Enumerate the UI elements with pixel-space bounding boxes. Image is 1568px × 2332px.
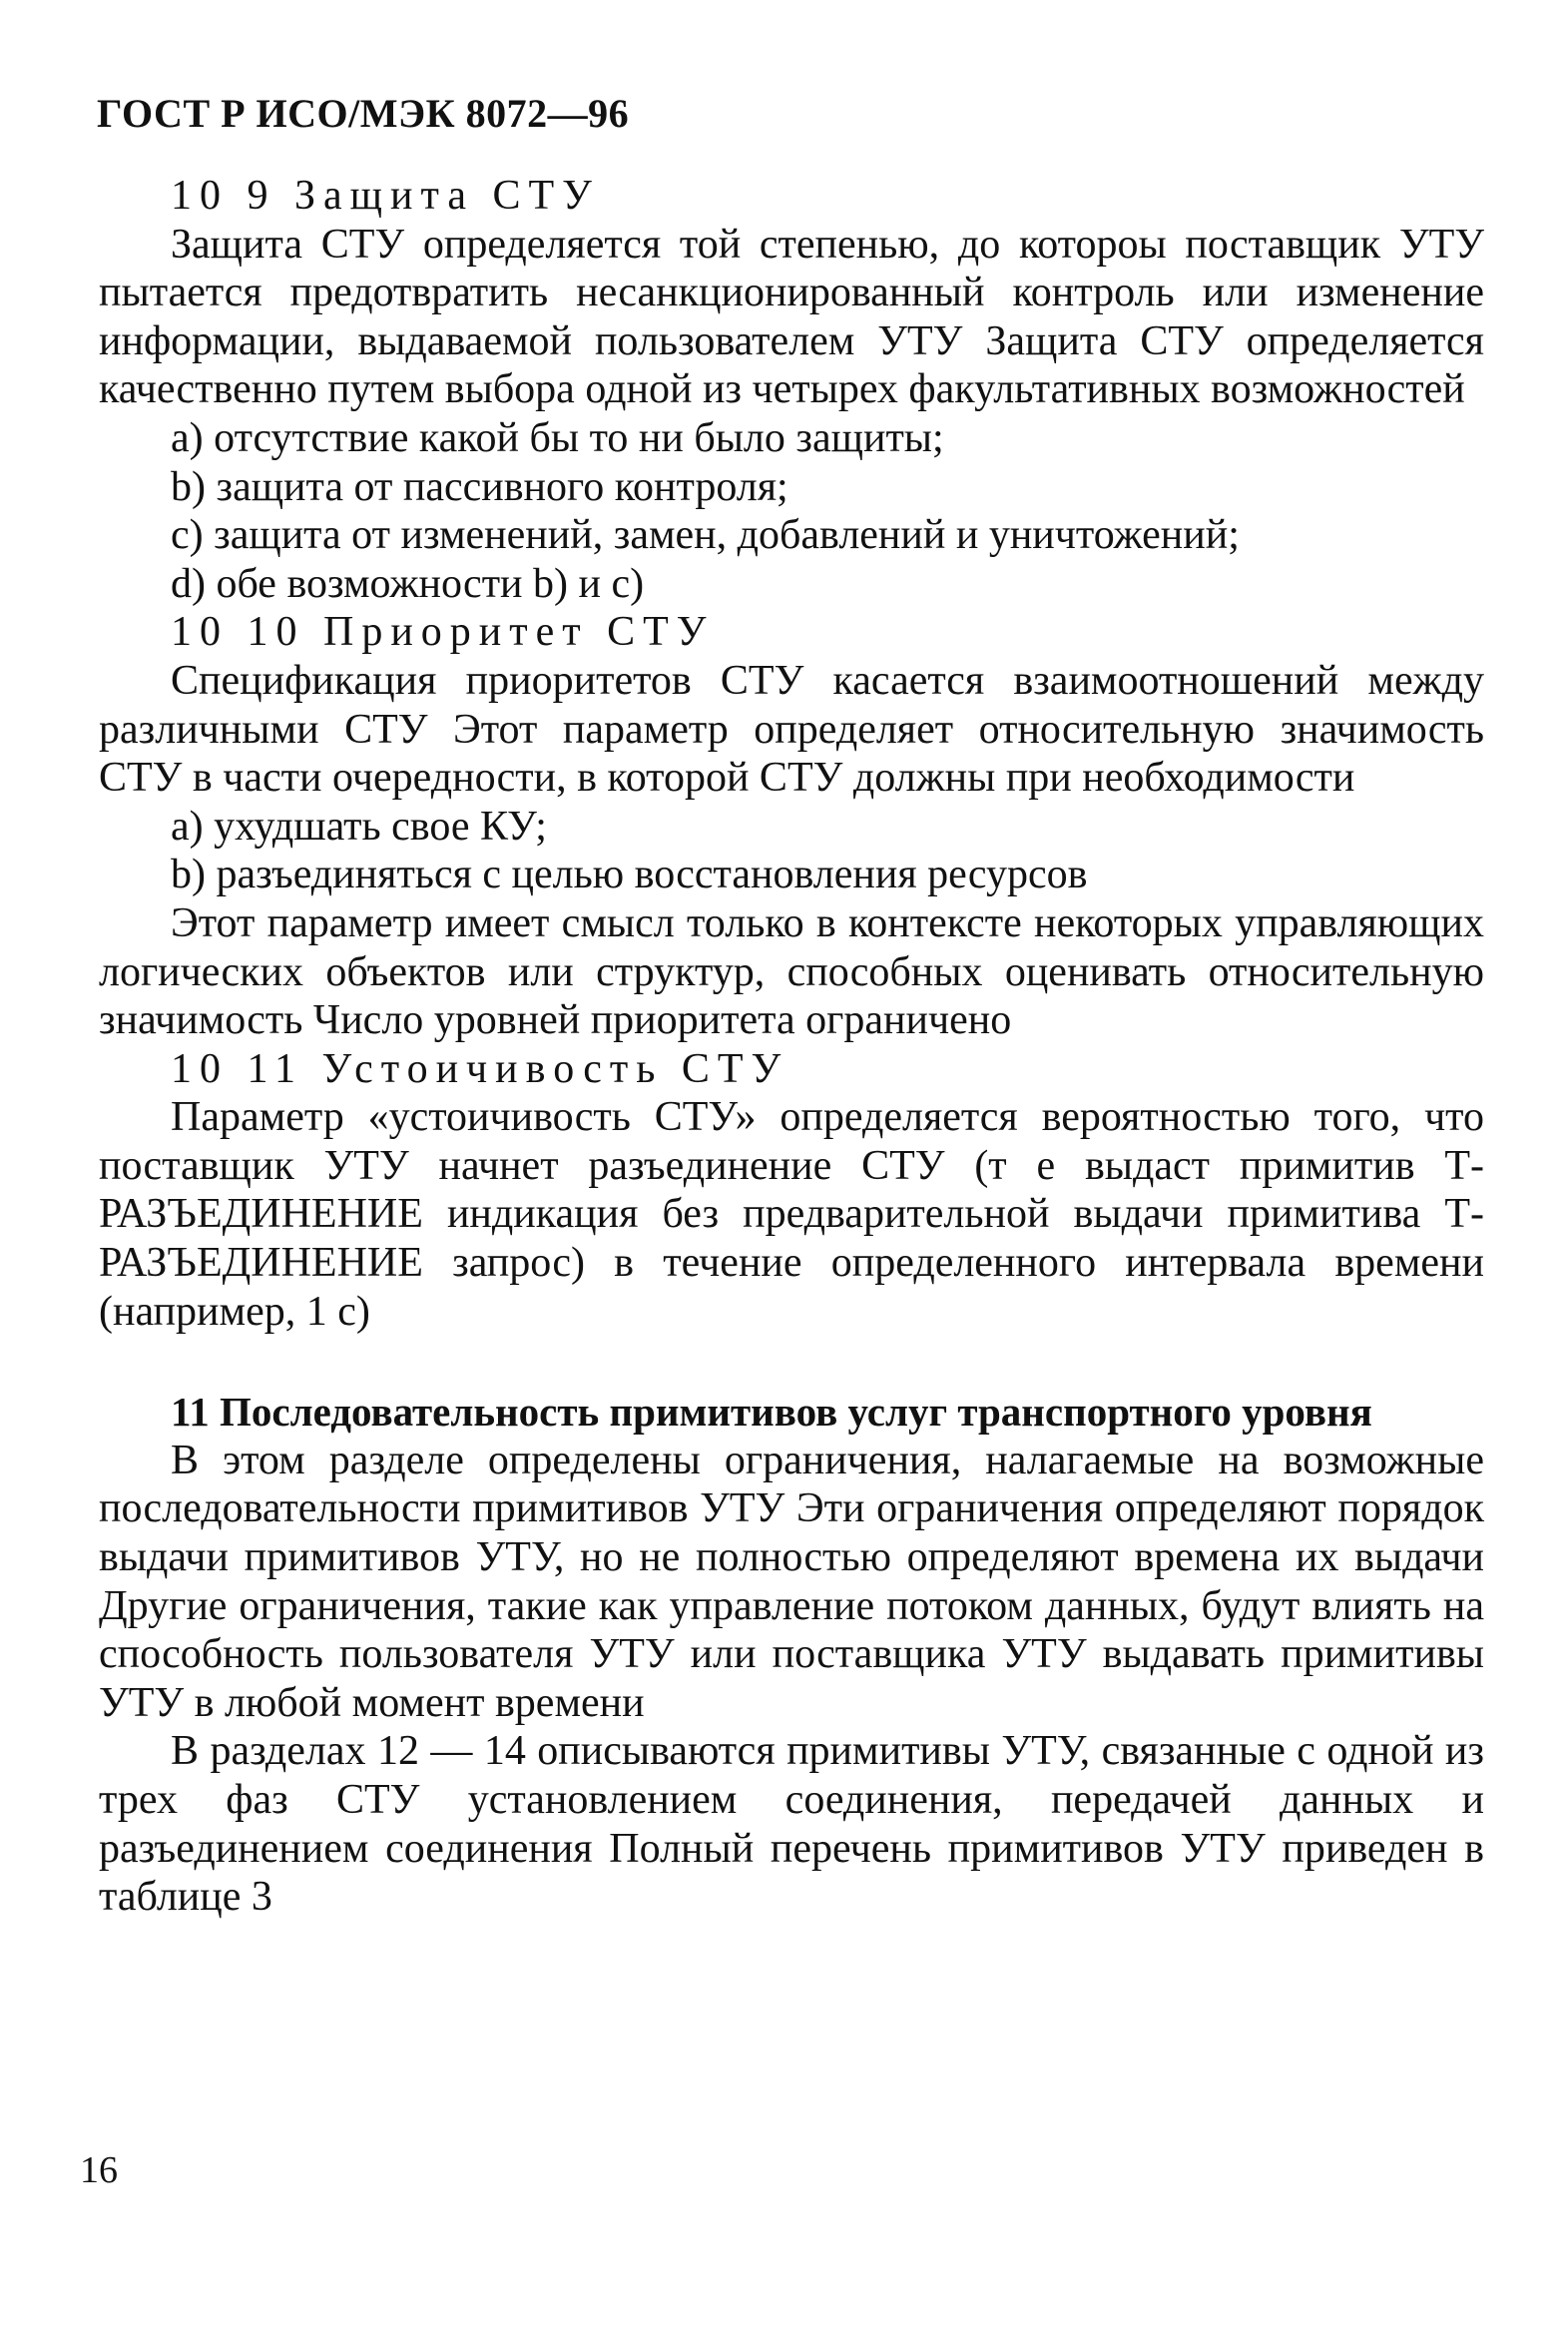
document-body bbox=[99, 172, 1484, 1922]
list-item: а) отсутствие какой бы то ни было защиты; bbox=[171, 414, 944, 461]
section-10-9-paragraph: Защита СТУ определяется той степенью, до котороы поставщик УТУ пытается предотвратить несанкционированный контроль или изменение информации, выдаваемой пользователем УТУ Защита СТУ определяется качественно путем выбора одной из четырех факультативных возможностей bbox=[99, 221, 1484, 413]
section-heading-10-10: 10 10 Приоритет СТУ bbox=[171, 609, 715, 656]
list-item: d) обе возможности b) и c) bbox=[171, 560, 645, 607]
section-11-paragraph-2: В разделах 12 — 14 описываются примитивы УТУ, связанные с одной из трех фаз СТУ установлением соединения, передачей данных и разъединением соединения Полный перечень примитивов УТУ приведен в таблице 3 bbox=[99, 1728, 1484, 1921]
section-11-paragraph-1: В этом разделе определены ограничения, налагаемые на возможные последовательности примитивов УТУ Эти ограничения определяют порядок выдачи примитивов УТУ, но не полностью определяют времена их выдачи Другие ограничения, такие как управление потоком данных, будут влиять на способность пользователя УТУ или поставщика УТУ выдавать примитивы УТУ в любой момент времени bbox=[99, 1437, 1484, 1726]
section-10-10-paragraph-2: Этот параметр имеет смысл только в контексте некоторых управляющих логических объектов или структур, способных оценивать относительную значимость Число уровней приоритета ограничено bbox=[99, 899, 1484, 1044]
section-10-11-paragraph: Параметр «устоичивость СТУ» определяется вероятностью того, что поставщик УТУ начнет разъединение СТУ (т е выдаст примитив Т-РАЗЪЕДИНЕНИЕ индикация без предварительной выдачи примитива Т-РАЗЪЕДИНЕНИЕ запрос) в течение определенного интервала времени (например, 1 с) bbox=[99, 1094, 1484, 1335]
page-number: 16 bbox=[80, 2149, 118, 2191]
list-item: b) защита от пассивного контроля; bbox=[171, 463, 788, 510]
section-10-10-paragraph: Спецификация приоритетов СТУ касается взаимоотношений между различными СТУ Этот параметр определяет относительную значимость СТУ в части очередности, в которой СТУ должны при необходимости bbox=[99, 657, 1484, 802]
list-item: а) ухудшать свое КУ; bbox=[171, 803, 547, 850]
section-title-11: 11 Последовательность примитивов услуг транспортного уровня bbox=[171, 1389, 1372, 1436]
section-heading-10-11: 10 11 Устоичивость СТУ bbox=[171, 1045, 789, 1092]
list-item: b) разъединяться с целью восстановления ресурсов bbox=[171, 852, 1088, 898]
list-item: c) защита от изменений, замен, добавлений и уничтожений; bbox=[171, 512, 1240, 559]
section-heading-10-9: 10 9 Защита СТУ bbox=[171, 173, 600, 219]
document-header: ГОСТ Р ИСО/МЭК 8072—96 bbox=[97, 91, 630, 136]
